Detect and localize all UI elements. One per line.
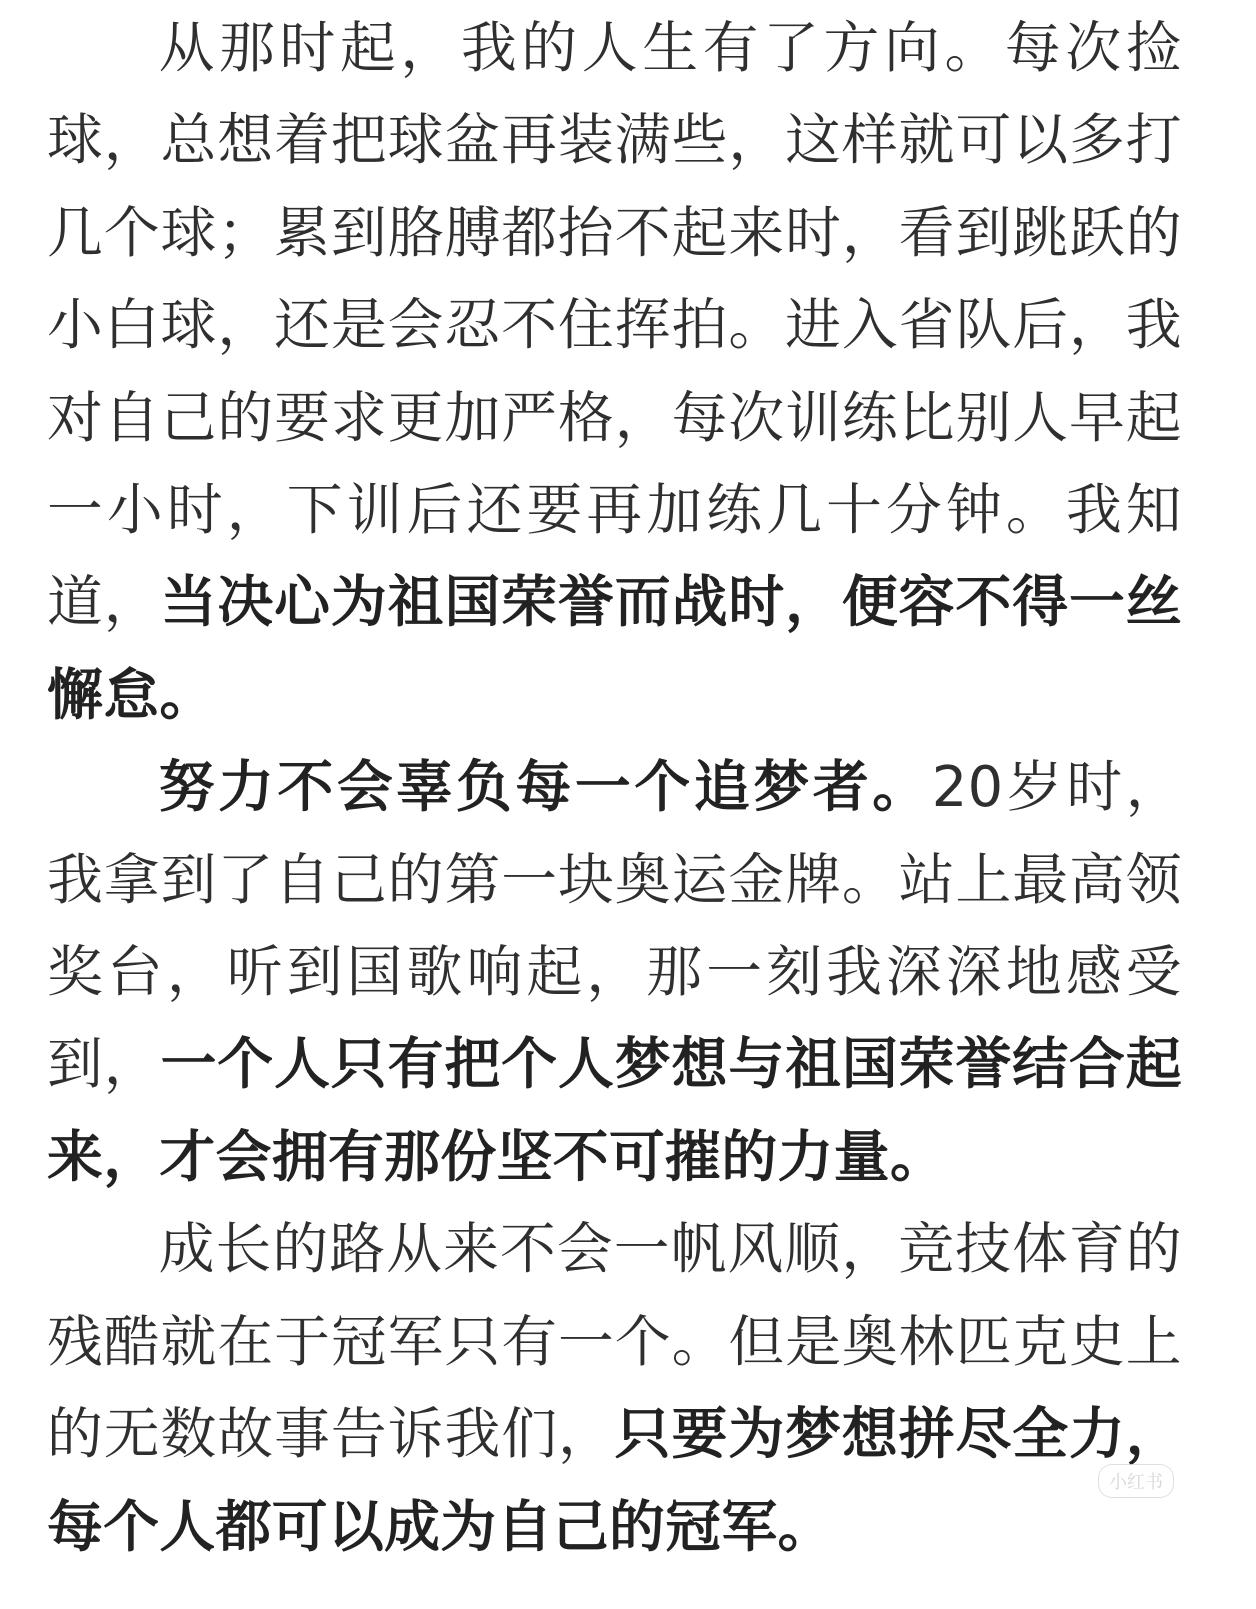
article-body [47,3,1182,1574]
paragraph-1 [47,3,1182,742]
paragraph-2 [47,742,1182,1204]
paragraph-bold-text: 努力不会辜负每一个追梦者。 [158,755,932,821]
paragraph-text: 成长的路从来不会一帆风顺，竞技体育的残酷就在于冠军只有一个。但是奥林匹克史上的无数故事告诉我们， [47,1217,1182,1468]
paragraph-3 [47,1204,1182,1574]
paragraph-text: 20岁时，我拿到了自己的第一块奥运金牌。站上最高领奖台，听到国歌响起，那一刻我深深地感受到， [47,755,1183,1098]
paragraph-bold-text: 一个人只有把个人梦想与祖国荣誉结合起来，才会拥有那份坚不可摧的力量。 [47,1032,1182,1190]
paragraph-text: 从那时起，我的人生有了方向。每次捡球，总想着把球盆再装满些，这样就可以多打几个球；累到胳膊都抬不起来时，看到跳跃的小白球，还是会忍不住挥拍。进入省队后，我对自己的要求更加严格，每次训练比别人早起一小时，下训后还要再加练几十分钟。我知道， [47,16,1182,636]
watermark-logo: 小红书 [1098,1464,1174,1498]
paragraph-bold-text: 只要为梦想拼尽全力，每个人都可以成为自己的冠军。 [47,1402,1183,1560]
paragraph-bold-text: 当决心为祖国荣誉而战时，便容不得一丝懈怠。 [47,570,1182,728]
